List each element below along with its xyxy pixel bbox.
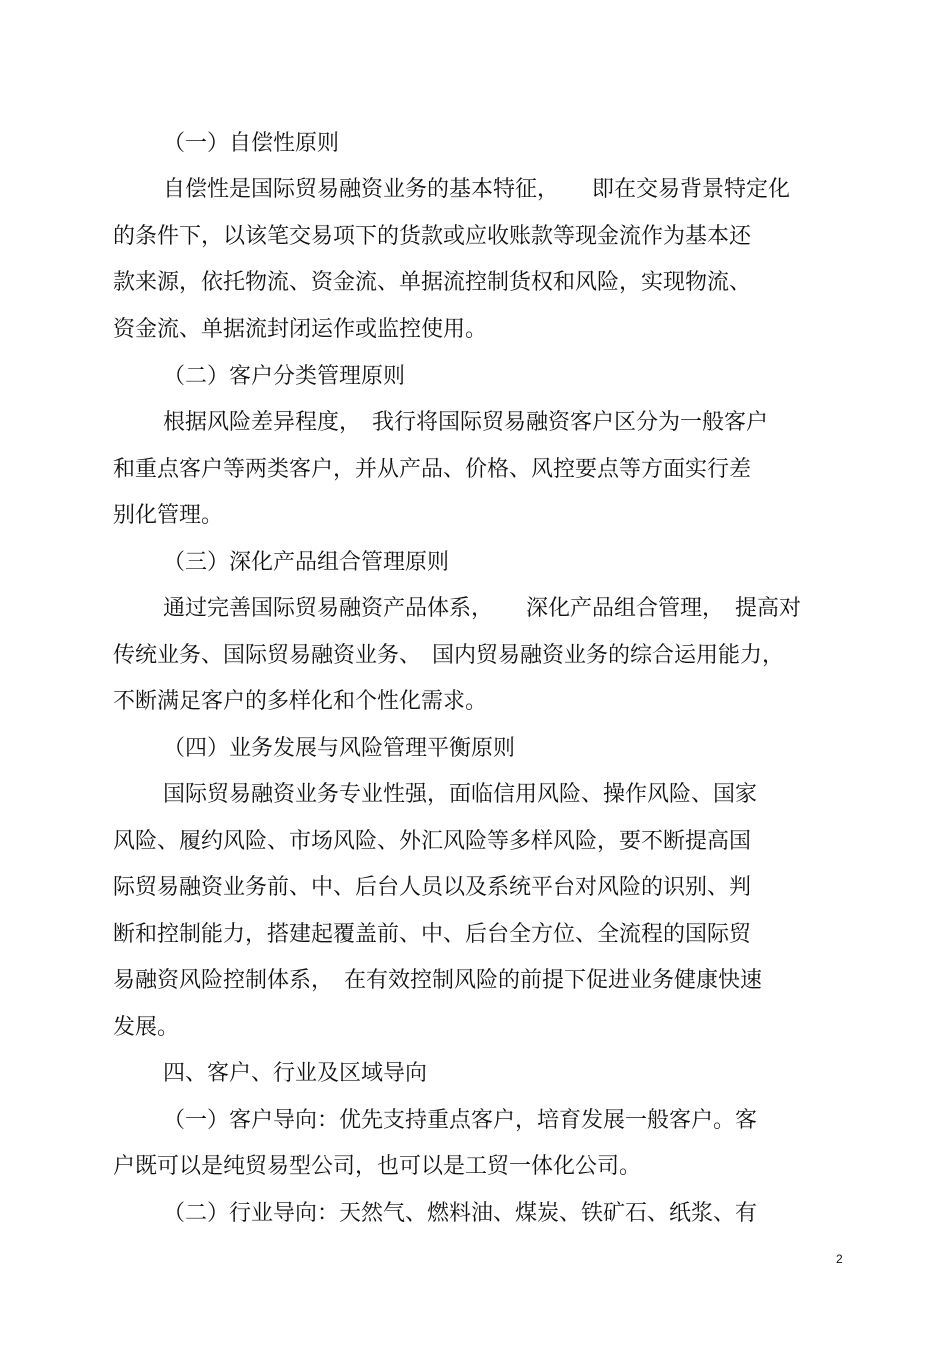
body-line: 国际贸易融资业务专业性强，面临信用风险、操作风险、国家	[163, 782, 758, 807]
body-line: 不断满足客户的多样化和个性化需求。	[113, 689, 488, 714]
body-line: 通过完善国际贸易融资产品体系， 深化产品组合管理， 提高对	[163, 596, 802, 621]
body-line: 自偿性是国际贸易融资业务的基本特征， 即在交易背景特定化	[163, 177, 791, 202]
body-line: 风险、履约风险、市场风险、外汇风险等多样风险，要不断提高国	[113, 829, 752, 854]
page-number: 2	[836, 1252, 843, 1266]
body-line: 别化管理。	[113, 503, 224, 528]
body-line: （二）行业导向：天然气、燃料油、煤炭、铁矿石、纸浆、有	[163, 1201, 758, 1226]
heading-self-liquidating-principle: （一）自偿性原则	[163, 131, 340, 156]
body-line: 资金流、单据流封闭运作或监控使用。	[113, 317, 488, 342]
body-line: 款来源，依托物流、资金流、单据流控制货权和风险，实现物流、	[113, 270, 752, 295]
heading-product-portfolio-principle: （三）深化产品组合管理原则	[163, 550, 450, 575]
body-line: （一）客户导向：优先支持重点客户，培育发展一般客户。客	[163, 1108, 758, 1133]
body-line: 根据风险差异程度， 我行将国际贸易融资客户区分为一般客户	[163, 410, 769, 435]
body-line: 际贸易融资业务前、中、后台人员以及系统平台对风险的识别、判	[113, 875, 752, 900]
body-line: 户既可以是纯贸易型公司，也可以是工贸一体化公司。	[113, 1154, 642, 1179]
section-heading-guidance: 四、客户、行业及区域导向	[163, 1061, 428, 1086]
heading-customer-classification-principle: （二）客户分类管理原则	[163, 364, 406, 389]
body-line: 易融资风险控制体系， 在有效控制风险的前提下促进业务健康快速	[113, 968, 763, 993]
body-line: 发展。	[113, 1015, 180, 1040]
body-line: 断和控制能力，搭建起覆盖前、中、后台全方位、全流程的国际贸	[113, 922, 752, 947]
body-line: 传统业务、国际贸易融资业务、 国内贸易融资业务的综合运用能力，	[113, 643, 785, 668]
heading-risk-balance-principle: （四）业务发展与风险管理平衡原则	[163, 736, 516, 761]
body-line: 的条件下，以该笔交易项下的货款或应收账款等现金流作为基本还	[113, 224, 752, 249]
body-line: 和重点客户等两类客户，并从产品、价格、风控要点等方面实行差	[113, 457, 752, 482]
